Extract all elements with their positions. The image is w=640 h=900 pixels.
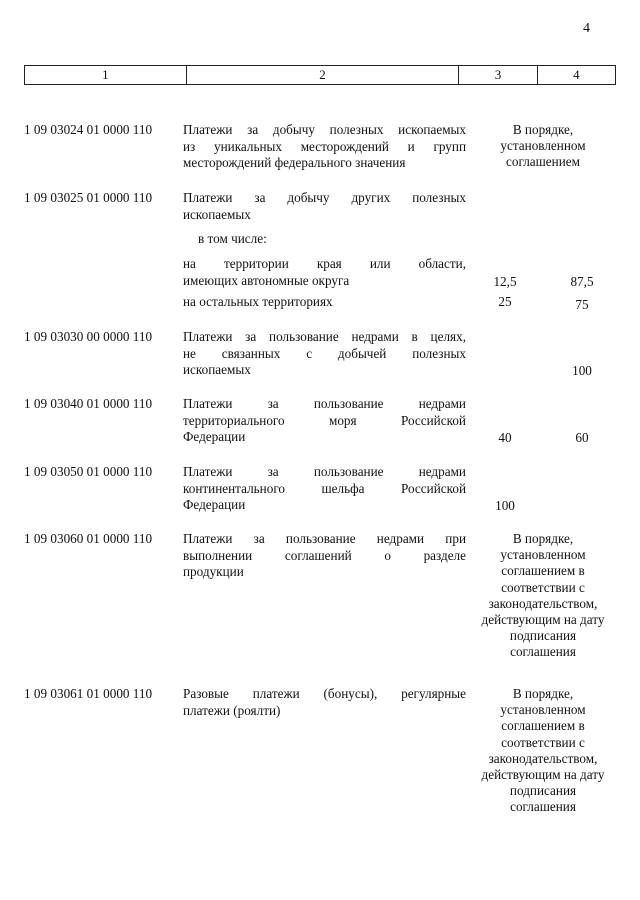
value-col-3: 100 (495, 498, 515, 513)
sub-intro: в том числе: (198, 231, 267, 246)
header-col-1: 1 (25, 66, 187, 84)
distribution-rule: В порядке, установленном соглашением в соответствии с законодательством, действующим на дату подписания соглашения (481, 686, 605, 815)
header-col-3: 3 (459, 66, 537, 84)
row-description: Платежи за добычу полезных ископаемых из уникальных месторождений и групп месторождений федерального значения (183, 122, 466, 171)
value-col-4: 75 (575, 297, 589, 312)
budget-code: 1 09 03040 01 0000 110 (24, 396, 153, 411)
value-col-3: 12,5 (493, 274, 517, 289)
value-col-4: 60 (575, 430, 589, 445)
budget-code: 1 09 03050 01 0000 110 (24, 464, 153, 479)
row-description: Платежи за пользование недрами территориального моря Российской Федерации (183, 396, 466, 445)
value-col-3: 25 (498, 294, 512, 309)
budget-code: 1 09 03061 01 0000 110 (24, 686, 153, 701)
value-col-3: 40 (498, 430, 512, 445)
distribution-rule: В порядке, установленном соглашением (500, 122, 586, 170)
sub-item-description: на остальных территориях (183, 294, 333, 309)
row-description: Платежи за добычу других полезных ископаемых (183, 190, 466, 222)
row-description: Платежи за пользование недрами континентального шельфа Российской Федерации (183, 464, 466, 513)
budget-code: 1 09 03060 01 0000 110 (24, 531, 153, 546)
distribution-rule: В порядке, установленном соглашением в соответствии с законодательством, действующим на дату подписания соглашения (481, 531, 605, 660)
value-col-4: 87,5 (570, 274, 594, 289)
row-description: Разовые платежи (бонусы), регулярные платежи (роялти) (183, 686, 466, 718)
row-description: Платежи за пользование недрами при выполнении соглашений о разделе продукции (183, 531, 466, 580)
budget-code: 1 09 03030 00 0000 110 (24, 329, 153, 344)
budget-code: 1 09 03025 01 0000 110 (24, 190, 153, 205)
table-header (24, 65, 616, 85)
sub-item-description: на территории края или области, имеющих автономные округа (183, 256, 466, 288)
page-number: 4 (583, 21, 590, 36)
value-col-4: 100 (572, 363, 592, 378)
header-col-4: 4 (573, 67, 580, 82)
budget-code: 1 09 03024 01 0000 110 (24, 122, 153, 137)
row-description: Платежи за пользование недрами в целях, не связанных с добычей полезных ископаемых (183, 329, 466, 378)
header-col-2: 2 (187, 66, 460, 84)
